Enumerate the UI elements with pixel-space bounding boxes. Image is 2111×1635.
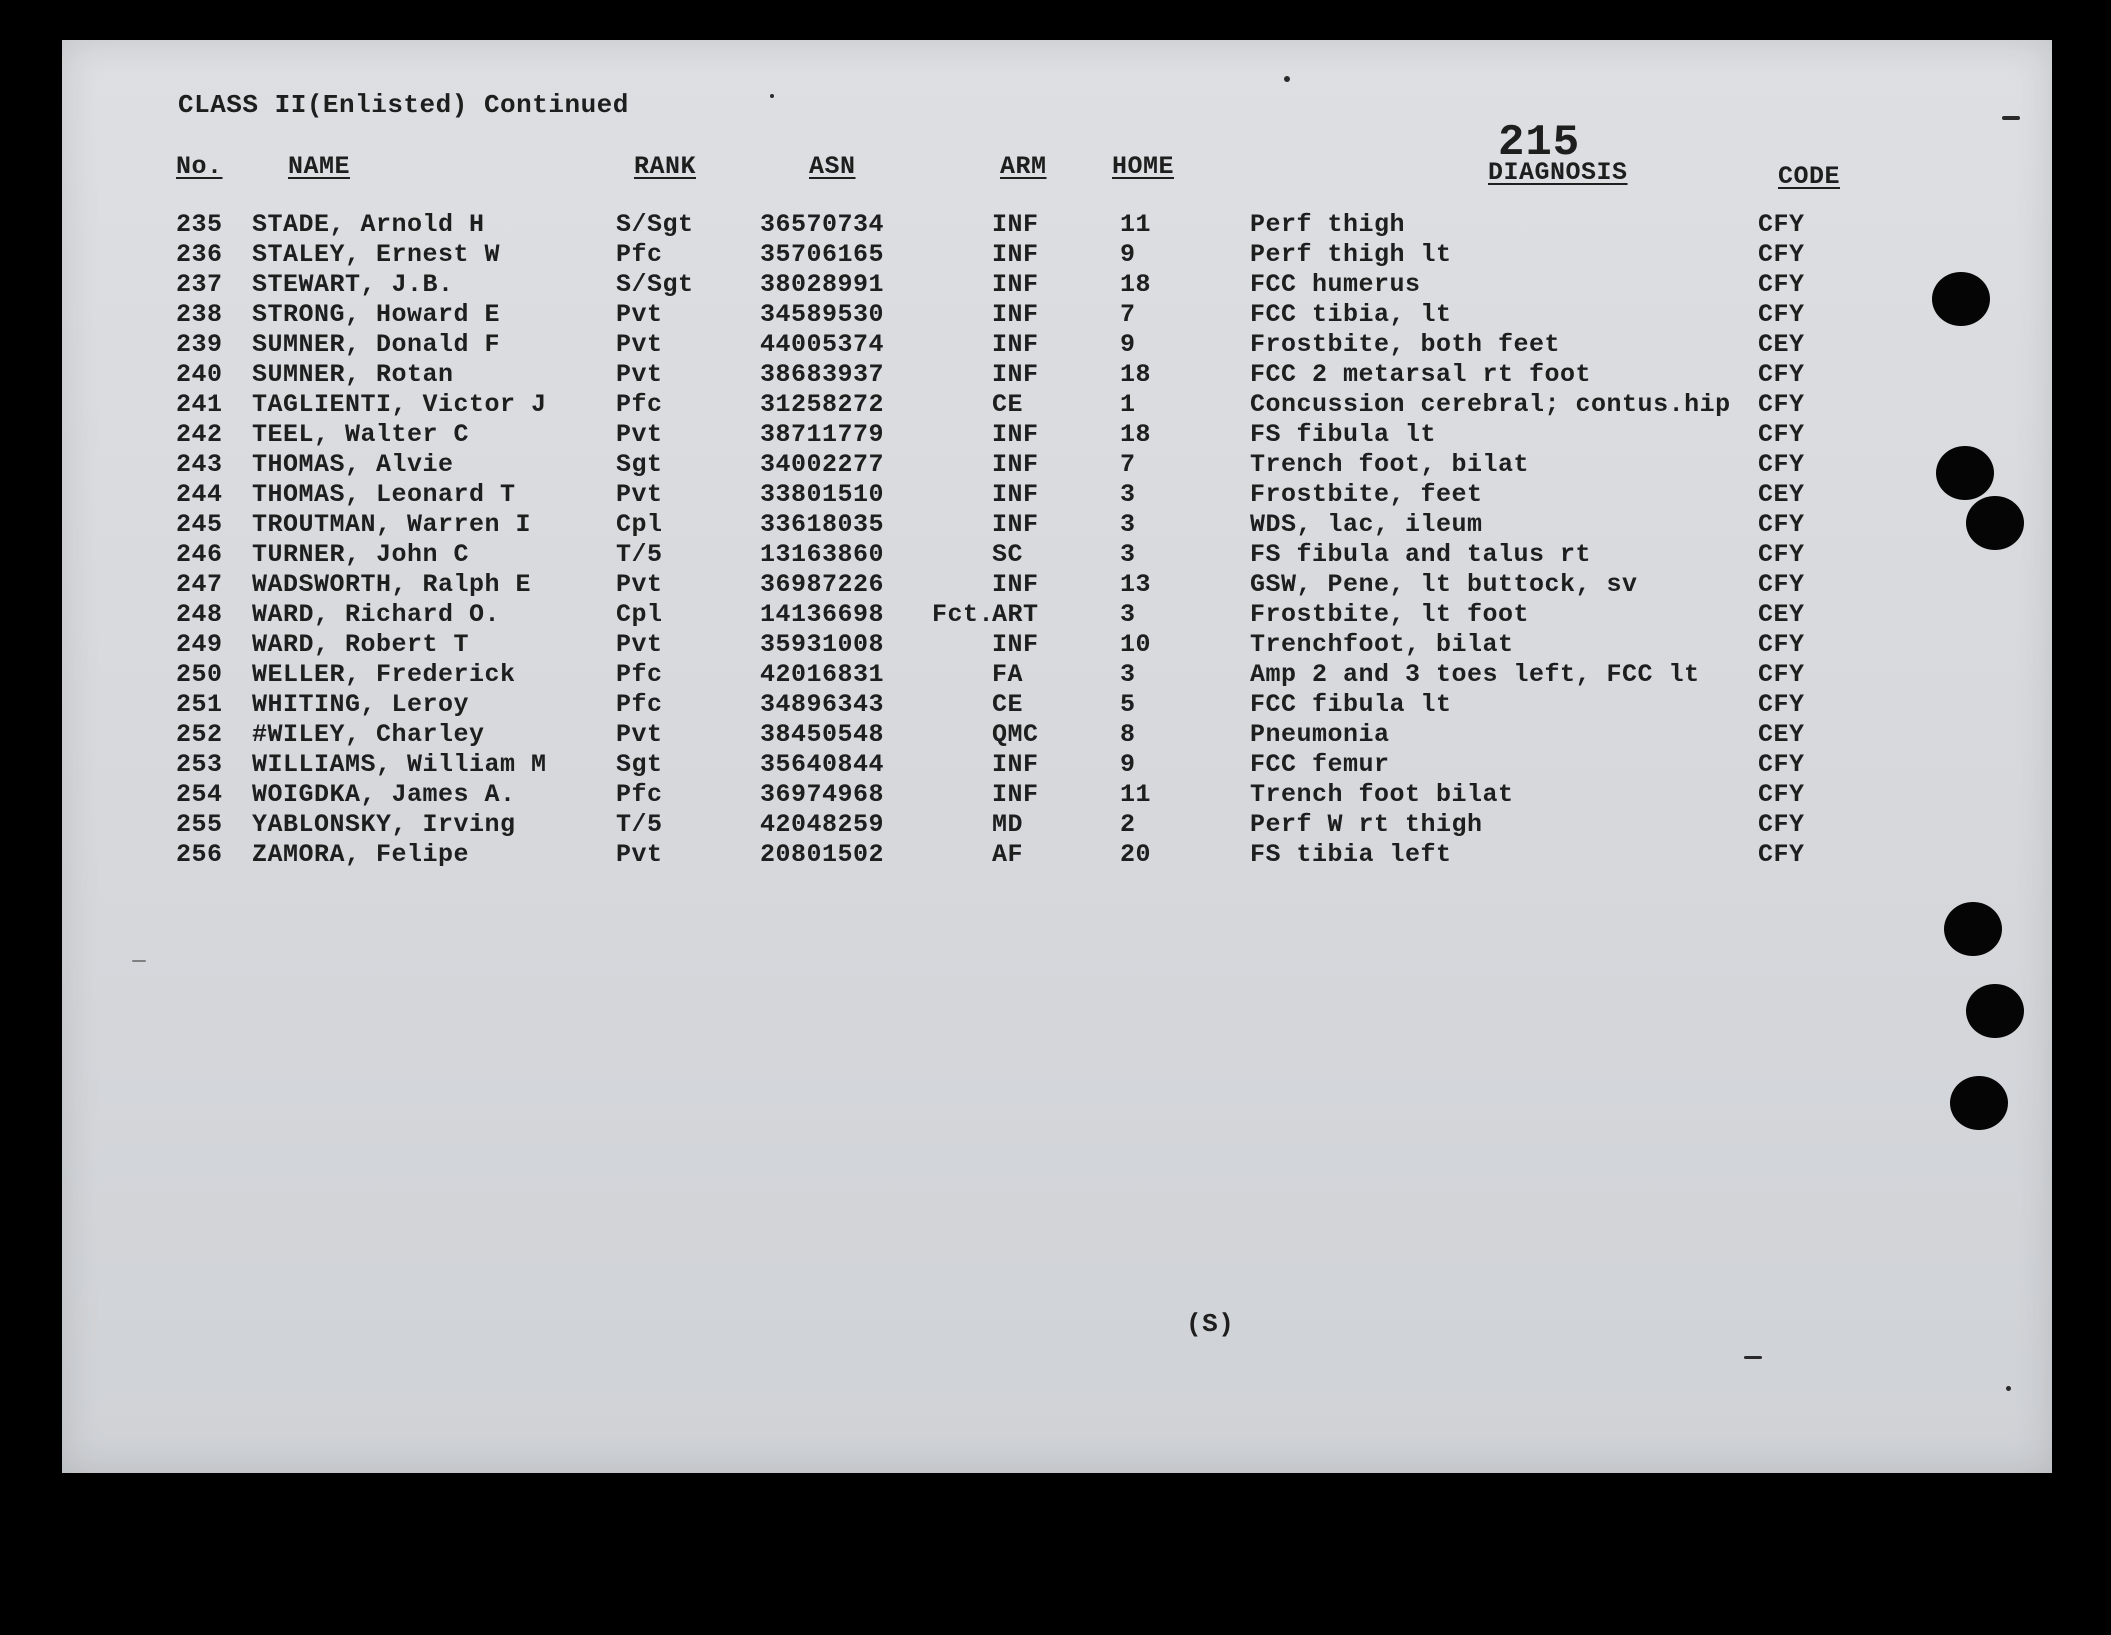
- row-asn: 34002277: [760, 450, 885, 479]
- punch-hole: [1936, 446, 1994, 500]
- row-diagnosis: Perf thigh: [1250, 210, 1406, 239]
- row-home: 10: [1120, 630, 1152, 659]
- row-name: THOMAS, Alvie: [252, 450, 454, 479]
- row-note: Fct.: [932, 600, 995, 629]
- row-asn: 36987226: [760, 570, 885, 599]
- row-diagnosis: FS tibia left: [1250, 840, 1452, 869]
- row-home: 11: [1120, 780, 1152, 809]
- row-code: CFY: [1758, 540, 1805, 569]
- row-diagnosis: FCC humerus: [1250, 270, 1421, 299]
- scan-speck: [2006, 1386, 2011, 1391]
- row-home: 18: [1120, 420, 1152, 449]
- row-arm: INF: [992, 210, 1039, 239]
- row-arm: AF: [992, 840, 1024, 869]
- row-number: 244: [176, 480, 223, 509]
- row-code: CFY: [1758, 810, 1805, 839]
- table-row: [62, 750, 2052, 780]
- row-arm: INF: [992, 480, 1039, 509]
- row-number: 247: [176, 570, 223, 599]
- row-home: 2: [1120, 810, 1136, 839]
- row-name: WHITING, Leroy: [252, 690, 470, 719]
- row-number: 255: [176, 810, 223, 839]
- row-home: 3: [1120, 600, 1136, 629]
- row-code: CFY: [1758, 450, 1805, 479]
- row-code: CEY: [1758, 600, 1805, 629]
- row-rank: Pfc: [616, 390, 663, 419]
- row-arm: INF: [992, 240, 1039, 269]
- row-number: 246: [176, 540, 223, 569]
- row-number: 250: [176, 660, 223, 689]
- row-name: STALEY, Ernest W: [252, 240, 501, 269]
- roster-table: [62, 210, 2052, 870]
- row-asn: 38028991: [760, 270, 885, 299]
- row-name: WELLER, Frederick: [252, 660, 516, 689]
- column-header-asn: ASN: [809, 152, 856, 181]
- row-rank: Pvt: [616, 720, 663, 749]
- row-asn: 35706165: [760, 240, 885, 269]
- row-code: CFY: [1758, 570, 1805, 599]
- row-number: 237: [176, 270, 223, 299]
- column-header-diagnosis: DIAGNOSIS: [1488, 158, 1628, 187]
- row-home: 5: [1120, 690, 1136, 719]
- row-name: TAGLIENTI, Victor J: [252, 390, 547, 419]
- row-number: 252: [176, 720, 223, 749]
- row-arm: INF: [992, 570, 1039, 599]
- row-number: 236: [176, 240, 223, 269]
- row-home: 3: [1120, 480, 1136, 509]
- row-code: CFY: [1758, 300, 1805, 329]
- row-diagnosis: Pneumonia: [1250, 720, 1390, 749]
- row-home: 13: [1120, 570, 1152, 599]
- row-rank: Cpl: [616, 510, 663, 539]
- row-asn: 31258272: [760, 390, 885, 419]
- row-diagnosis: FCC femur: [1250, 750, 1390, 779]
- row-diagnosis: Perf W rt thigh: [1250, 810, 1483, 839]
- table-row: [62, 810, 2052, 840]
- row-arm: INF: [992, 300, 1039, 329]
- table-row: [62, 390, 2052, 420]
- column-header-arm: ARM: [1000, 152, 1047, 181]
- row-code: CFY: [1758, 780, 1805, 809]
- row-code: CFY: [1758, 420, 1805, 449]
- row-asn: 20801502: [760, 840, 885, 869]
- row-arm: INF: [992, 780, 1039, 809]
- row-name: SUMNER, Rotan: [252, 360, 454, 389]
- row-arm: CE: [992, 390, 1024, 419]
- table-row: [62, 570, 2052, 600]
- row-asn: 13163860: [760, 540, 885, 569]
- row-home: 7: [1120, 300, 1136, 329]
- scan-speck: [1284, 76, 1290, 82]
- row-asn: 42016831: [760, 660, 885, 689]
- row-home: 11: [1120, 210, 1152, 239]
- row-arm: QMC: [992, 720, 1039, 749]
- footer-classification-mark: (S): [1186, 1309, 1235, 1339]
- row-asn: 34589530: [760, 300, 885, 329]
- table-row: [62, 270, 2052, 300]
- row-name: TURNER, John C: [252, 540, 470, 569]
- row-asn: 38683937: [760, 360, 885, 389]
- table-row: [62, 420, 2052, 450]
- row-home: 1: [1120, 390, 1136, 419]
- row-arm: INF: [992, 360, 1039, 389]
- row-diagnosis: FCC tibia, lt: [1250, 300, 1452, 329]
- row-rank: Pvt: [616, 330, 663, 359]
- row-home: 3: [1120, 540, 1136, 569]
- row-diagnosis: Frostbite, both feet: [1250, 330, 1561, 359]
- table-row: [62, 240, 2052, 270]
- row-asn: 44005374: [760, 330, 885, 359]
- row-rank: Pvt: [616, 840, 663, 869]
- row-arm: INF: [992, 420, 1039, 449]
- row-rank: Pfc: [616, 660, 663, 689]
- row-home: 7: [1120, 450, 1136, 479]
- row-name: WILLIAMS, William M: [252, 750, 547, 779]
- row-number: 242: [176, 420, 223, 449]
- row-asn: 36974968: [760, 780, 885, 809]
- row-code: CFY: [1758, 750, 1805, 779]
- row-name: TEEL, Walter C: [252, 420, 470, 449]
- row-name: STEWART, J.B.: [252, 270, 454, 299]
- row-name: STRONG, Howard E: [252, 300, 501, 329]
- row-code: CEY: [1758, 330, 1805, 359]
- row-rank: Pfc: [616, 240, 663, 269]
- table-row: [62, 330, 2052, 360]
- row-diagnosis: FS fibula lt: [1250, 420, 1437, 449]
- row-asn: 33618035: [760, 510, 885, 539]
- column-header-name: NAME: [288, 152, 351, 181]
- row-diagnosis: Frostbite, lt foot: [1250, 600, 1530, 629]
- column-header-code: CODE: [1778, 162, 1841, 191]
- row-arm: SC: [992, 540, 1024, 569]
- row-code: CEY: [1758, 720, 1805, 749]
- row-diagnosis: Trenchfoot, bilat: [1250, 630, 1514, 659]
- row-name: #WILEY, Charley: [252, 720, 485, 749]
- row-asn: 34896343: [760, 690, 885, 719]
- table-row: [62, 660, 2052, 690]
- punch-hole: [1932, 272, 1990, 326]
- row-name: WADSWORTH, Ralph E: [252, 570, 532, 599]
- row-asn: 33801510: [760, 480, 885, 509]
- punch-hole: [1950, 1076, 2008, 1130]
- row-number: 235: [176, 210, 223, 239]
- row-diagnosis: Perf thigh lt: [1250, 240, 1452, 269]
- row-rank: S/Sgt: [616, 270, 694, 299]
- row-rank: T/5: [616, 810, 663, 839]
- row-diagnosis: WDS, lac, ileum: [1250, 510, 1483, 539]
- table-row: [62, 510, 2052, 540]
- row-number: 253: [176, 750, 223, 779]
- row-number: 245: [176, 510, 223, 539]
- table-row: [62, 480, 2052, 510]
- row-arm: INF: [992, 750, 1039, 779]
- row-arm: CE: [992, 690, 1024, 719]
- row-arm: MD: [992, 810, 1024, 839]
- row-rank: T/5: [616, 540, 663, 569]
- row-rank: Pvt: [616, 300, 663, 329]
- row-code: CFY: [1758, 210, 1805, 239]
- row-name: WARD, Robert T: [252, 630, 470, 659]
- table-row: [62, 780, 2052, 810]
- row-code: CFY: [1758, 360, 1805, 389]
- row-rank: Pfc: [616, 690, 663, 719]
- page-number: 215: [1498, 118, 1581, 168]
- row-arm: INF: [992, 510, 1039, 539]
- table-row: [62, 210, 2052, 240]
- row-number: 238: [176, 300, 223, 329]
- row-name: TROUTMAN, Warren I: [252, 510, 532, 539]
- row-diagnosis: Amp 2 and 3 toes left, FCC lt: [1250, 660, 1700, 689]
- row-code: CFY: [1758, 240, 1805, 269]
- row-number: 248: [176, 600, 223, 629]
- row-rank: Sgt: [616, 750, 663, 779]
- row-code: CFY: [1758, 690, 1805, 719]
- row-code: CEY: [1758, 480, 1805, 509]
- row-asn: 42048259: [760, 810, 885, 839]
- row-arm: INF: [992, 270, 1039, 299]
- row-diagnosis: Concussion cerebral; contus.hip: [1250, 390, 1731, 419]
- row-home: 18: [1120, 270, 1152, 299]
- row-diagnosis: Frostbite, feet: [1250, 480, 1483, 509]
- row-home: 3: [1120, 660, 1136, 689]
- row-name: YABLONSKY, Irving: [252, 810, 516, 839]
- table-row: [62, 360, 2052, 390]
- punch-hole: [1966, 984, 2024, 1038]
- row-rank: S/Sgt: [616, 210, 694, 239]
- row-diagnosis: FS fibula and talus rt: [1250, 540, 1592, 569]
- row-number: 241: [176, 390, 223, 419]
- row-arm: INF: [992, 450, 1039, 479]
- row-code: CFY: [1758, 270, 1805, 299]
- row-asn: 36570734: [760, 210, 885, 239]
- row-home: 20: [1120, 840, 1152, 869]
- row-number: 251: [176, 690, 223, 719]
- punch-hole: [1966, 496, 2024, 550]
- row-name: THOMAS, Leonard T: [252, 480, 516, 509]
- scan-speck: [770, 94, 774, 98]
- table-row: [62, 450, 2052, 480]
- row-code: CFY: [1758, 660, 1805, 689]
- scan-speck: [132, 960, 146, 962]
- row-number: 249: [176, 630, 223, 659]
- row-asn: 14136698: [760, 600, 885, 629]
- row-rank: Pvt: [616, 360, 663, 389]
- document-sheet: [62, 40, 2052, 1473]
- column-header-no: No.: [176, 152, 223, 181]
- row-number: 256: [176, 840, 223, 869]
- row-code: CFY: [1758, 840, 1805, 869]
- row-arm: INF: [992, 630, 1039, 659]
- row-code: CFY: [1758, 510, 1805, 539]
- punch-hole: [1944, 902, 2002, 956]
- row-home: 9: [1120, 330, 1136, 359]
- row-number: 239: [176, 330, 223, 359]
- row-code: CFY: [1758, 390, 1805, 419]
- row-rank: Pvt: [616, 630, 663, 659]
- table-row: [62, 600, 2052, 630]
- row-code: CFY: [1758, 630, 1805, 659]
- row-number: 254: [176, 780, 223, 809]
- row-home: 9: [1120, 750, 1136, 779]
- row-arm: ART: [992, 600, 1039, 629]
- row-rank: Pfc: [616, 780, 663, 809]
- row-rank: Sgt: [616, 450, 663, 479]
- row-asn: 35931008: [760, 630, 885, 659]
- table-row: [62, 630, 2052, 660]
- table-row: [62, 720, 2052, 750]
- table-row: [62, 300, 2052, 330]
- row-arm: INF: [992, 330, 1039, 359]
- row-rank: Pvt: [616, 480, 663, 509]
- table-row: [62, 690, 2052, 720]
- row-name: WOIGDKA, James A.: [252, 780, 516, 809]
- row-number: 240: [176, 360, 223, 389]
- row-home: 18: [1120, 360, 1152, 389]
- column-header-home: HOME: [1112, 152, 1175, 181]
- column-header-rank: RANK: [634, 152, 697, 181]
- row-name: ZAMORA, Felipe: [252, 840, 470, 869]
- table-row: [62, 840, 2052, 870]
- row-asn: 38450548: [760, 720, 885, 749]
- row-rank: Pvt: [616, 420, 663, 449]
- class-heading: CLASS II(Enlisted) Continued: [178, 90, 629, 120]
- row-name: WARD, Richard O.: [252, 600, 501, 629]
- scan-speck: [1744, 1356, 1762, 1359]
- table-row: [62, 540, 2052, 570]
- row-rank: Cpl: [616, 600, 663, 629]
- row-home: 3: [1120, 510, 1136, 539]
- row-diagnosis: FCC 2 metarsal rt foot: [1250, 360, 1592, 389]
- row-arm: FA: [992, 660, 1024, 689]
- row-diagnosis: GSW, Pene, lt buttock, sv: [1250, 570, 1638, 599]
- scan-speck: [2002, 116, 2020, 120]
- row-rank: Pvt: [616, 570, 663, 599]
- row-name: STADE, Arnold H: [252, 210, 485, 239]
- row-home: 8: [1120, 720, 1136, 749]
- row-asn: 35640844: [760, 750, 885, 779]
- row-diagnosis: Trench foot, bilat: [1250, 450, 1530, 479]
- row-home: 9: [1120, 240, 1136, 269]
- row-name: SUMNER, Donald F: [252, 330, 501, 359]
- row-asn: 38711779: [760, 420, 885, 449]
- row-diagnosis: FCC fibula lt: [1250, 690, 1452, 719]
- row-number: 243: [176, 450, 223, 479]
- row-diagnosis: Trench foot bilat: [1250, 780, 1514, 809]
